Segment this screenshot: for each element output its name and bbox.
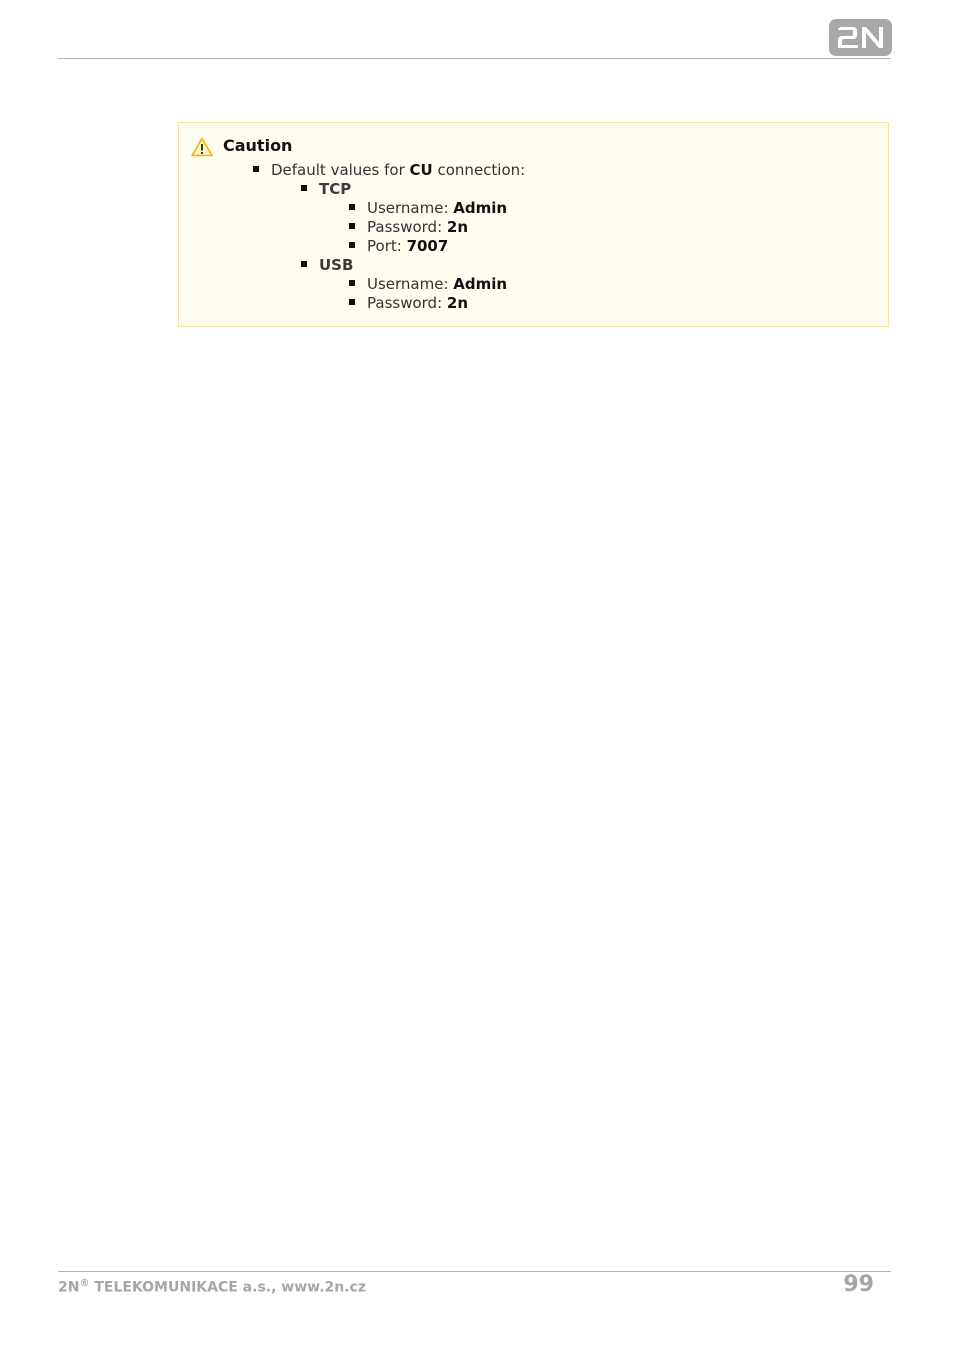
tcp-username [349,199,525,218]
warning-triangle-icon [191,137,213,157]
defaults-list [253,161,525,313]
group-usb [301,256,525,313]
item-value: 7007 [406,237,449,255]
tcp-password [349,218,525,237]
caution-title: Caution [223,136,293,155]
item-label: Password: [367,218,447,236]
brand-logo [829,19,892,56]
registered-mark: ® [79,1278,90,1289]
footer-brand: 2N [58,1279,80,1296]
footer-company [58,1278,366,1296]
footer-rule [58,1271,891,1272]
item-label: Username: [367,275,454,293]
tcp-items [349,199,525,256]
caution-panel [178,122,889,327]
usb-username [349,275,525,294]
intro-suffix: connection: [432,161,526,179]
page-number: 99 [843,1272,874,1297]
usb-items [349,275,525,313]
header-rule [58,58,891,59]
connection-groups [301,180,525,313]
intro-bold: CU [409,161,433,179]
logo-text [829,19,892,56]
usb-password [349,294,525,313]
item-value: 2n [446,294,469,312]
item-value: 2n [446,218,469,236]
item-value: Admin [453,275,508,293]
group-tcp [301,180,525,256]
item-label: Password: [367,294,447,312]
footer-company-text: TELEKOMUNIKACE a.s., www.2n.cz [89,1279,366,1296]
item-value: Admin [453,199,508,217]
item-label: Port: [367,237,407,255]
item-label: Username: [367,199,454,217]
group-name: TCP [319,180,352,198]
group-name: USB [319,256,354,274]
tcp-port [349,237,525,256]
intro-prefix: Default values for [271,161,410,179]
defaults-intro [253,161,525,313]
